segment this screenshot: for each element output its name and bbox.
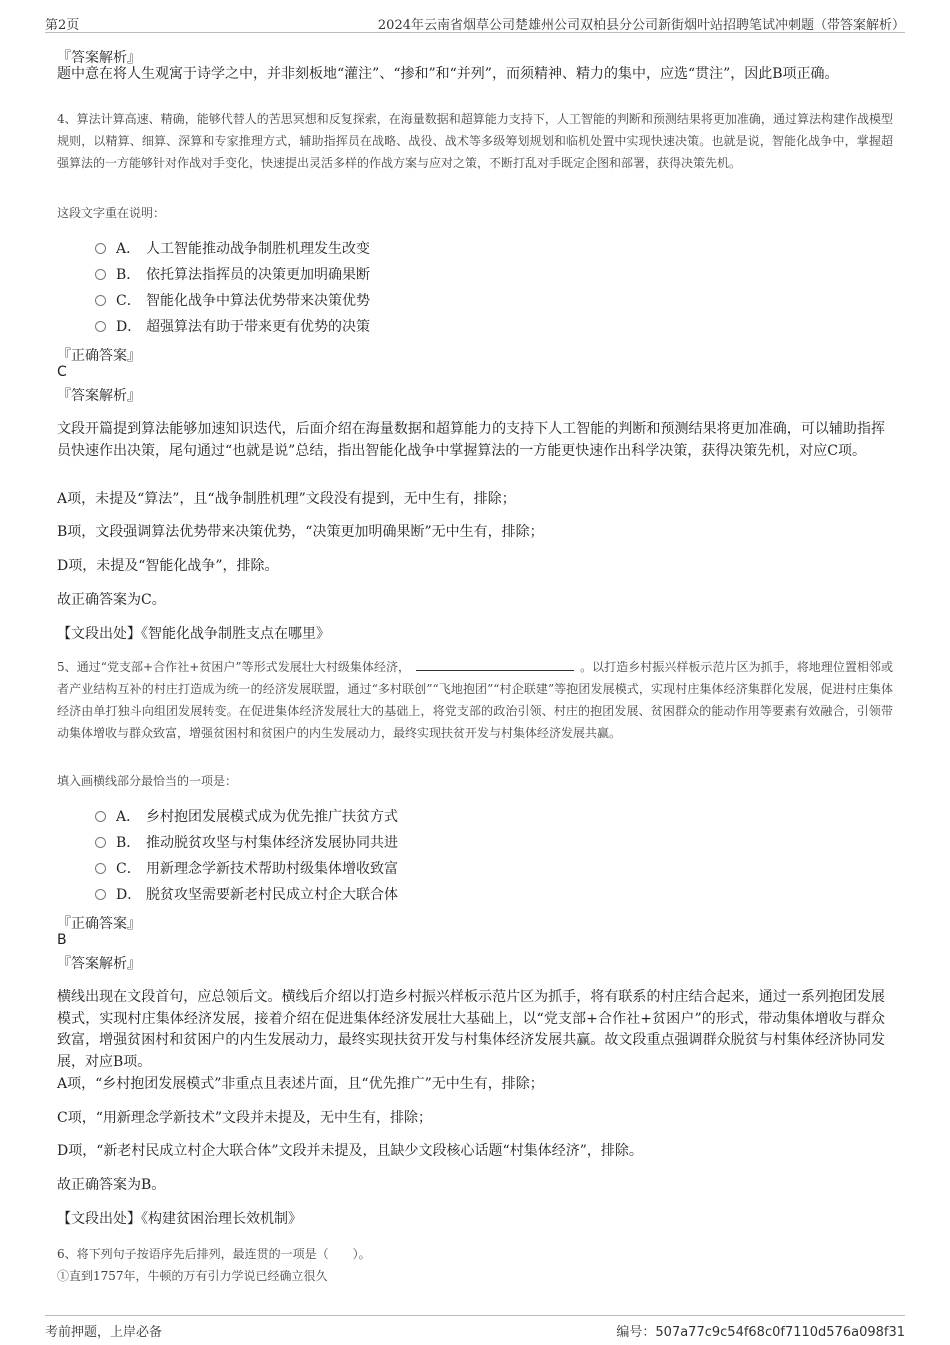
option-letter: C．: [116, 293, 141, 309]
page-footer: [45, 1315, 905, 1340]
option-letter: C．: [116, 861, 141, 877]
q3-analysis-text: 题中意在将人生观寓于诗学之中，并非刻板地“灌注”、“掺和”和“并列”，而须精神、精力的集中，应选“贯注”，因此B项正确。: [57, 66, 839, 82]
option-letter: B．: [116, 835, 141, 851]
q5-answer-label: 『正确答案』: [57, 916, 141, 932]
option-text: 人工智能推动战争制胜机理发生改变: [146, 241, 370, 257]
q4-option-b[interactable]: [95, 264, 370, 286]
q5-analysis-conclusion: 故正确答案为B。: [57, 1177, 166, 1193]
q4-option-d[interactable]: [95, 316, 370, 338]
q4-option-a[interactable]: [95, 238, 370, 260]
q3-analysis-label: 『答案解析』: [57, 50, 141, 66]
q5-analysis-main: 横线出现在文段首句，应总领后文。横线后介绍以打造乡村振兴样板示范片区为抓手，将有联系的村庄结合起来，通过一系列抱团发展模式，实现村庄集体经济发展，接着介绍在促进集体经济发展壮大基础上，以“党支部+合作社+贫困户”的形式，带动集体增收与群众致富，增强贫困村和贫困户的内生发展动力，最终实现扶贫开发与村集体经济发展共赢。故文段重点强调群众脱贫与村集体经济协同发展，对应B项。: [57, 989, 885, 1070]
q5-question: 填入画横线部分最恰当的一项是：: [57, 774, 238, 788]
q5-analysis-label: 『答案解析』: [57, 956, 141, 972]
q5-option-c[interactable]: [95, 858, 398, 880]
radio-icon[interactable]: [95, 811, 106, 822]
q6-line-1: ①直到1757年，牛顿的万有引力学说已经确立很久: [57, 1269, 328, 1283]
q4-question: 这段文字重在说明：: [57, 206, 166, 220]
option-text: 推动脱贫攻坚与村集体经济发展协同共进: [146, 835, 398, 851]
radio-icon[interactable]: [95, 837, 106, 848]
q4-analysis-label: 『答案解析』: [57, 388, 141, 404]
q4-analysis-a: A项，未提及“算法”，且“战争制胜机理”文段没有提到，无中生有，排除；: [57, 491, 516, 507]
q4-answer: C: [57, 364, 67, 380]
q5-analysis-c: C项，“用新理念学新技术”文段并未提及，无中生有，排除；: [57, 1110, 433, 1126]
page-number: 第2页: [45, 18, 80, 33]
q4-analysis-b: B项，文段强调算法优势带来决策优势，“决策更加明确果断”无中生有，排除；: [57, 524, 544, 540]
page-header: [45, 10, 905, 33]
option-text: 脱贫攻坚需要新老村民成立村企大联合体: [146, 887, 398, 903]
option-letter: A．: [116, 241, 141, 257]
document-id: 编号：507a77c9c54f68c0f7110d576a098f31: [616, 1325, 905, 1340]
q5-source: 【文段出处】《构建贫困治理长效机制》: [57, 1211, 302, 1227]
option-text: 用新理念学新技术帮助村级集体增收致富: [146, 861, 398, 877]
q5-answer: B: [57, 932, 67, 948]
q4-analysis-conclusion: 故正确答案为C。: [57, 592, 166, 608]
q5-stem-after: 。以打造乡村振兴样板示范片区为抓手，将地理位置相邻或者产业结构互补的村庄打造成为统一的经济发展联盟，通过“多村联创”“飞地抱团”“村企联建”等抱团发展模式，实现村庄集体经济集群化发展，促进村庄集体经济由单打独斗向组团发展转变。在促进集体经济发展壮大的基础上，将党支部的政治引领、村庄的抱团发展、贫困群众的能动作用等要素有效融合，引领带动集体增收与群众致富，增强贫困村和贫困户的内生发展动力，最终实现扶贫开发与村集体经济发展共赢。: [57, 660, 893, 740]
radio-icon[interactable]: [95, 889, 106, 900]
option-text: 依托算法指挥员的决策更加明确果断: [146, 267, 370, 283]
radio-icon[interactable]: [95, 243, 106, 254]
q5-analysis-d: D项，“新老村民成立村企大联合体”文段并未提及，且缺少文段核心话题“村集体经济”，排除。: [57, 1143, 643, 1159]
q4-analysis-d: D项，未提及“智能化战争”，排除。: [57, 558, 279, 574]
document-title: 2024年云南省烟草公司楚雄州公司双柏县分公司新街烟叶站招聘笔试冲刺题（带答案解析）: [377, 18, 905, 33]
q5-stem-before: 5、通过“党支部+合作社+贫困户”等形式发展壮大村级集体经济，: [57, 660, 411, 674]
radio-icon[interactable]: [95, 295, 106, 306]
option-letter: A．: [116, 809, 141, 825]
fill-blank: [416, 660, 574, 671]
q5-option-d[interactable]: [95, 884, 398, 906]
option-text: 超强算法有助于带来更有优势的决策: [146, 319, 370, 335]
q4-source: 【文段出处】《智能化战争制胜支点在哪里》: [57, 626, 330, 642]
footer-slogan: 考前押题，上岸必备: [45, 1325, 163, 1340]
q5-analysis-a: A项，“乡村抱团发展模式”非重点且表述片面，且“优先推广”无中生有，排除；: [57, 1076, 544, 1092]
radio-icon[interactable]: [95, 269, 106, 280]
option-letter: D．: [116, 319, 142, 335]
radio-icon[interactable]: [95, 321, 106, 332]
option-text: 乡村抱团发展模式成为优先推广扶贫方式: [146, 809, 398, 825]
q5-option-a[interactable]: [95, 806, 398, 828]
q4-stem: 4、算法计算高速、精确，能够代替人的苦思冥想和反复探索，在海量数据和超算能力支持下，人工智能的判断和预测结果将更加准确，通过算法构建作战模型规则，以精算、细算、深算和专家推理方式，辅助指挥员在战略、战役、战术等多级筹划规划和临机处置中实现快速决策。也就是说，智能化战争中，掌握超强算法的一方能够针对作战对手变化，快速提出灵活多样的作战方案与应对之策，不断打乱对手既定企图和部署，获得决策先机。: [57, 112, 893, 170]
q5-option-b[interactable]: [95, 832, 398, 854]
q6-stem: 6、将下列句子按语序先后排列，最连贯的一项是（ ）。: [57, 1247, 371, 1261]
radio-icon[interactable]: [95, 863, 106, 874]
option-letter: B．: [116, 267, 141, 283]
option-text: 智能化战争中算法优势带来决策优势: [146, 293, 370, 309]
q4-answer-label: 『正确答案』: [57, 348, 141, 364]
q4-analysis-main: 文段开篇提到算法能够加速知识迭代，后面介绍在海量数据和超算能力的支持下人工智能的判断和预测结果将更加准确，可以辅助指挥员快速作出决策，尾句通过“也就是说”总结，指出智能化战争中掌握算法的一方能更快速作出科学决策，获得决策先机，对应C项。: [57, 421, 885, 459]
q5-stem: [57, 656, 893, 744]
q4-option-c[interactable]: [95, 290, 370, 312]
option-letter: D．: [116, 887, 142, 903]
